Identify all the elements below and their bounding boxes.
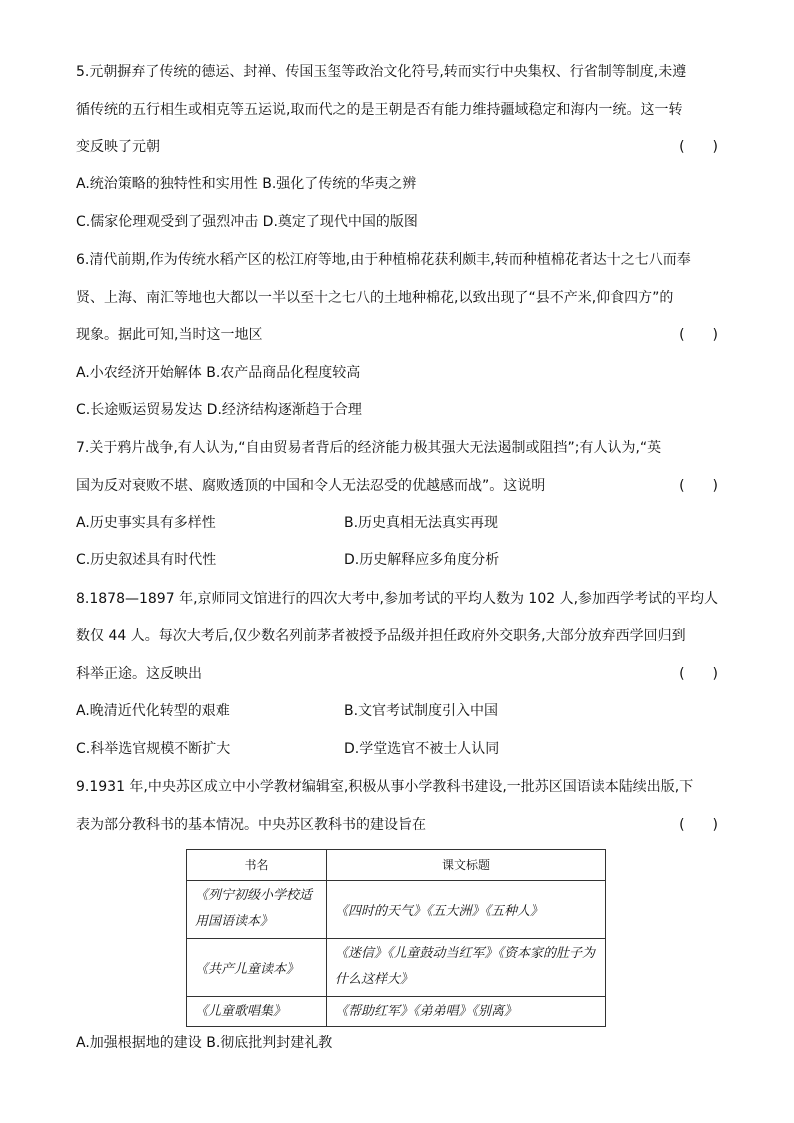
q8-option-b: B.文官考试制度引入中国: [344, 703, 499, 719]
table-cell-book: 《儿童歌唱集》: [187, 997, 327, 1026]
table-cell-book: 《列宁初级小学校适用国语读本》: [187, 881, 327, 938]
q5-stem-line-3: 变反映了元朝: [76, 139, 160, 155]
q6-options-row-2: C.长途贩运贸易发达 D.经济结构逐渐趋于合理: [76, 402, 362, 418]
q5-options-row-2: C.儒家伦理观受到了强烈冲击 D.奠定了现代中国的版图: [76, 214, 418, 230]
textbook-table: [186, 849, 606, 1027]
q8-stem-line-1: 8.1878—1897 年,京师同文馆进行的四次大考中,参加考试的平均人数为 102 人,参加西学考试的平均人: [76, 591, 718, 607]
q7-option-b: B.历史真相无法真实再现: [344, 515, 499, 531]
q8-options-row-1: [76, 701, 718, 721]
table-cell-lessons: 《迷信》《儿童鼓动当红军》《资本家的肚子为什么这样大》: [335, 946, 596, 987]
q5-stem-line-2: 循传统的五行相生或相克等五运说,取而代之的是王朝是否有能力维持疆域稳定和海内一统。这一转: [76, 102, 683, 118]
q9-answer-bracket[interactable]: ( ): [679, 817, 718, 833]
q6-options-row-1: A.小农经济开始解体 B.农产品商品化程度较高: [76, 365, 361, 381]
q5-answer-bracket[interactable]: ( ): [679, 139, 718, 155]
table-row: [187, 938, 605, 996]
table-header-lesson-titles: 课文标题: [441, 858, 490, 872]
q5-options-row-1: A.统治策略的独特性和实用性 B.强化了传统的华夷之辨: [76, 176, 417, 192]
table-cell-lessons: 《帮助红军》《弟弟唱》《别离》: [335, 1004, 518, 1019]
q8-stem-line-3: 科举正途。这反映出: [76, 666, 202, 682]
q7-answer-bracket[interactable]: ( ): [679, 478, 718, 494]
table-row: [187, 880, 605, 938]
q7-stem-line-2: 国为反对衰败不堪、腐败透顶的中国和令人无法忍受的优越感而战”。这说明: [76, 478, 546, 494]
q7-option-c: C.历史叙述具有时代性: [76, 552, 217, 568]
q9-options-row-1: A.加强根据地的建设 B.彻底批判封建礼教: [76, 1035, 333, 1051]
q9-stem-line-2: 表为部分教科书的基本情况。中央苏区教科书的建设旨在: [76, 817, 426, 833]
q6-answer-bracket[interactable]: ( ): [679, 327, 718, 343]
q6-stem-line-1: 6.清代前期,作为传统水稻产区的松江府等地,由于种植棉花获利颇丰,转而种植棉花者达十之七八而奉: [76, 252, 691, 268]
q8-option-d: D.学堂选官不被士人认同: [344, 741, 500, 757]
table-header-book-name: 书名: [187, 850, 327, 880]
q9-stem-line-1: 9.1931 年,中央苏区成立中小学教材编辑室,积极从事小学教科书建设,一批苏区国语读本陆续出版,下: [76, 779, 694, 795]
table-cell-book: 《共产儿童读本》: [187, 939, 327, 996]
q8-option-c: C.科举选官规模不断扩大: [76, 741, 231, 757]
q5-stem-line-1: 5.元朝摒弃了传统的德运、封禅、传国玉玺等政治文化符号,转而实行中央集权、行省制等制度,未遵: [76, 64, 687, 80]
q7-option-a: A.历史事实具有多样性: [76, 515, 216, 531]
q7-options-row-1: [76, 513, 718, 533]
q6-stem-line-2: 贤、上海、南汇等地也大都以一半以至十之七八的土地种棉花,以致出现了“县不产米,仰食四方”的: [76, 290, 674, 306]
q7-option-d: D.历史解释应多角度分析: [344, 552, 500, 568]
table-cell-lessons: 《四时的天气》《五大洲》《五种人》: [335, 904, 544, 919]
q7-options-row-2: [76, 550, 718, 570]
q6-stem-line-3: 现象。据此可知,当时这一地区: [76, 327, 263, 343]
q7-stem-line-1: 7.关于鸦片战争,有人认为,“自由贸易者背后的经济能力极其强大无法遏制或阻挡”;有人认为,“英: [76, 440, 662, 456]
q8-option-a: A.晚清近代化转型的艰难: [76, 703, 230, 719]
q8-answer-bracket[interactable]: ( ): [679, 666, 718, 682]
table-row: [187, 996, 605, 1026]
table-header-row: [187, 850, 605, 880]
q8-stem-line-2: 数仅 44 人。每次大考后,仅少数名列前茅者被授予品级并担任政府外交职务,大部分放弃西学回归到: [76, 628, 686, 644]
q8-options-row-2: [76, 739, 718, 759]
